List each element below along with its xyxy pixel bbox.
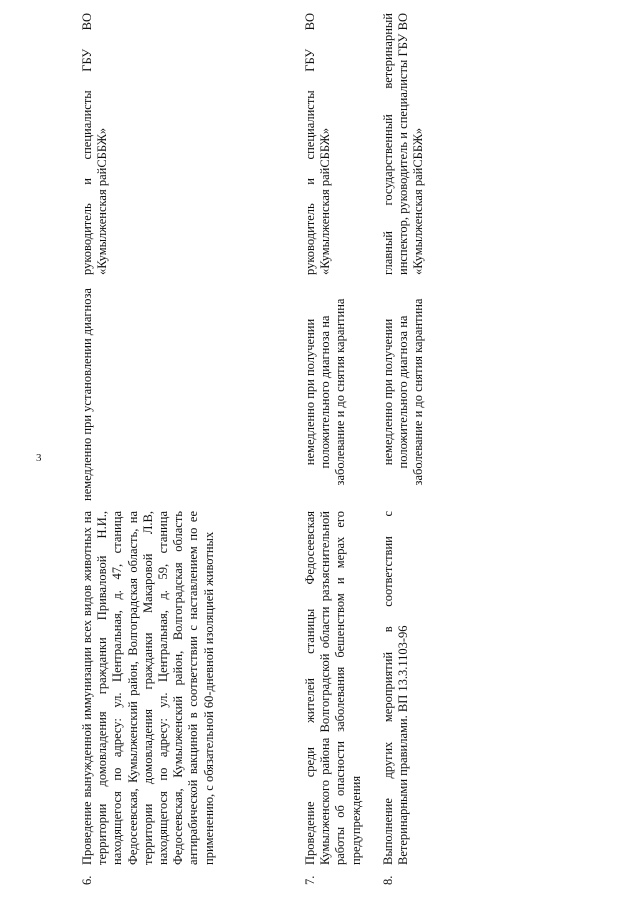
measure-description: Выполнение других мероприятий в соответствии с Ветеринарными правилами. ВП 13.3.1103-96 (381, 511, 411, 865)
measure-term: немедленно при установлении диагноза (80, 288, 94, 501)
measure-responsible: главный государственный ветеринарный инспектор, руководитель и специалисты ГБУ ВО «Кумылженская райСББЖ» (381, 13, 426, 275)
row-number: 8. (381, 875, 395, 885)
measure-term: немедленно при получении положительного диагноза на заболевание и до снятия карантина (381, 298, 426, 486)
measure-description: Проведение среди жителей станицы Федосеевская Кумылженского района Волгоградской области разъяснительной работы об опасности заболевания бешенством и мерах его предупреждения (303, 511, 363, 865)
measure-responsible: руководитель и специалисты ГБУ ВО «Кумылженская райСББЖ» (303, 13, 333, 275)
measure-responsible: руководитель и специалисты ГБУ ВО «Кумылженская райСББЖ» (80, 13, 110, 275)
row-number: 6. (80, 875, 94, 885)
page-number: 3 (36, 452, 42, 464)
measure-term: немедленно при получении положительного диагноза на заболевание и до снятия карантина (303, 298, 348, 486)
measure-description: Проведение вынужденной иммунизации всех видов животных на территории домовладения гражданки Приваловой Н.И., находящегося по адресу: ул. Центральная, д. 47, станица Федосеевская, Кумылженский район, Волгоградская область, на территории домовладения гражданки Макаровой Л.В, находящегося по адресу: ул. Центральная, д. 59, станица Федосеевская, Кумылженский район, Волгоградская область антирабической вакциной в соответствии с наставлением по ее применению, с обязательной 60-дневной изоляцией животных (80, 511, 216, 865)
row-number: 7. (303, 875, 317, 885)
